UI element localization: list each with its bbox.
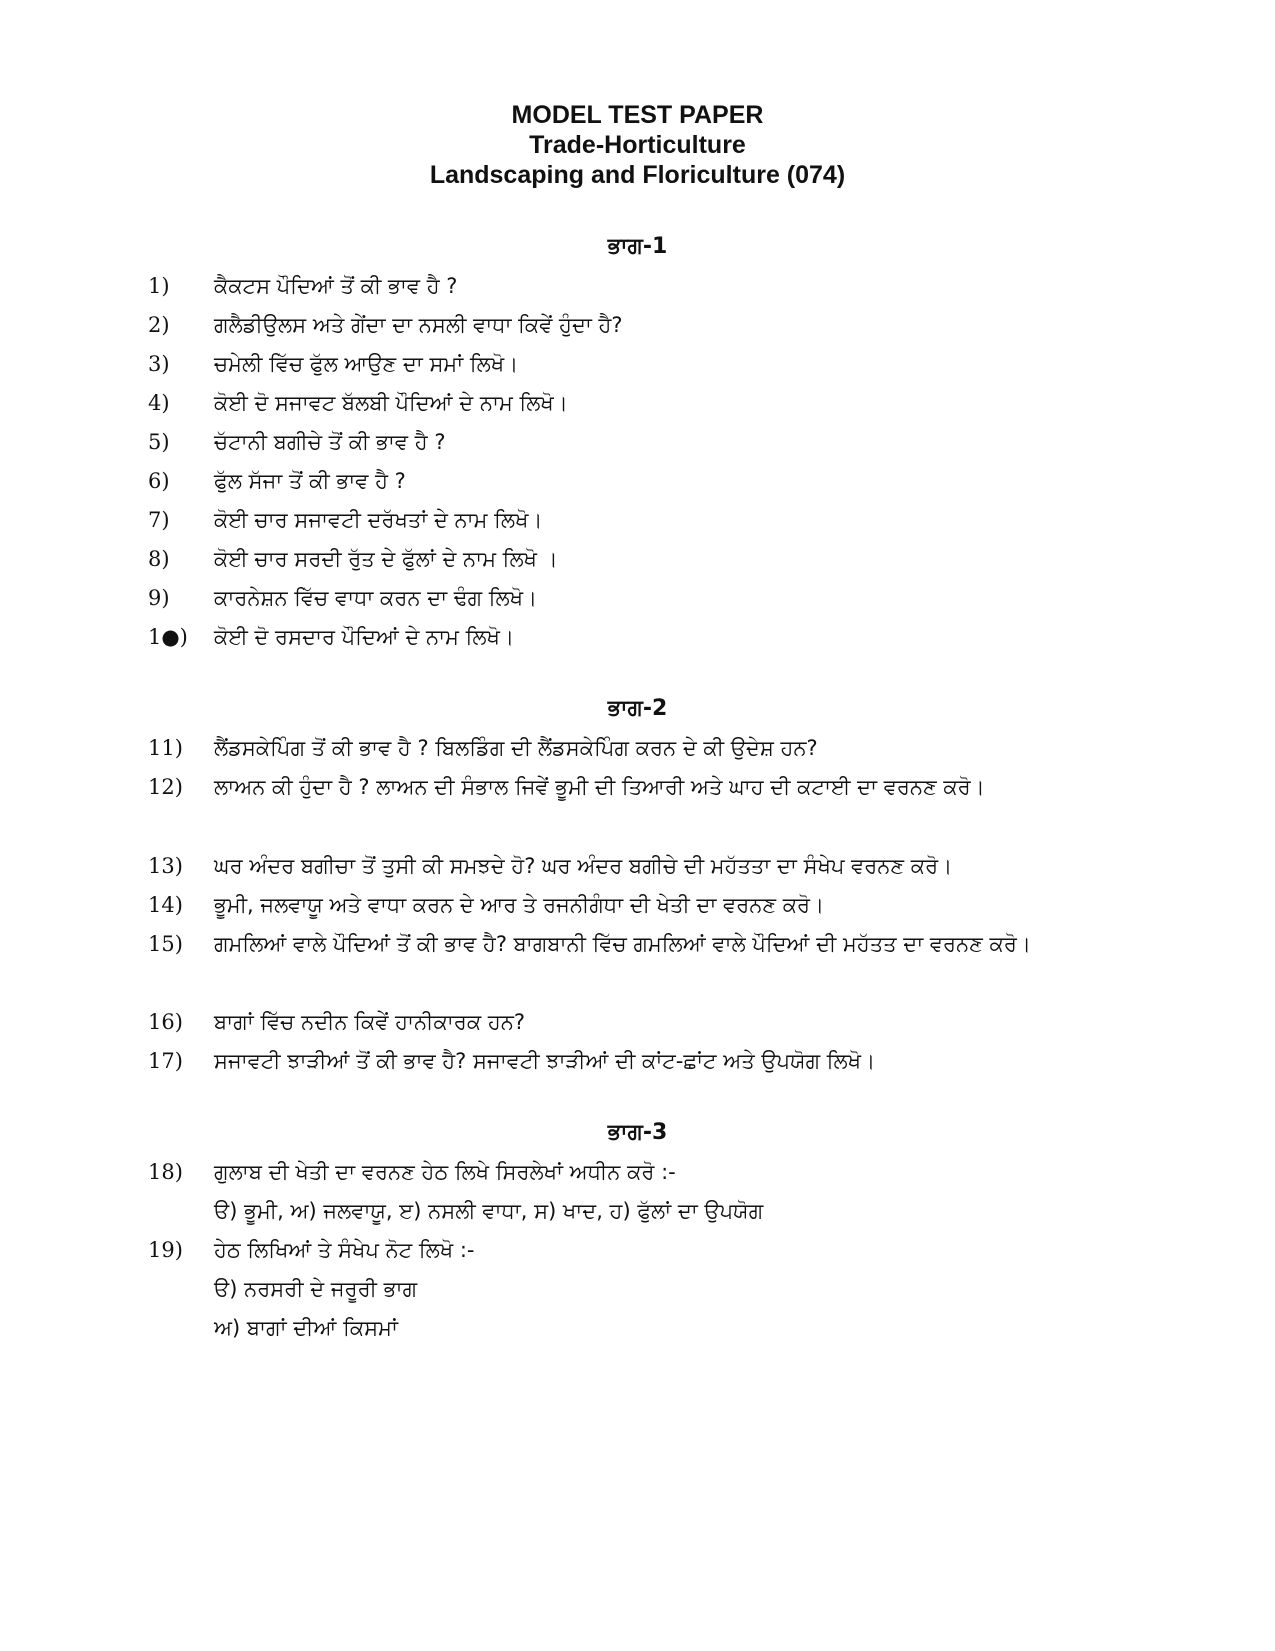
section-3-title: ਭਾਗ-3 — [607, 1120, 668, 1145]
question-number: 14) — [148, 893, 183, 917]
question-number: 15) — [148, 932, 183, 956]
question-text: ਗਮਲਿਆਂ ਵਾਲੇ ਪੌਦਿਆਂ ਤੋਂ ਕੀ ਭਾਵ ਹੈ? ਬਾਗਬਾਨੀ ਵਿੱਚ ਗਮਲਿਆਂ ਵਾਲੇ ਪੌਦਿਆਂ ਦੀ ਮਹੱਤਤ ਦਾ ਵਰਨਣ ਕਰੋ। — [214, 932, 1032, 956]
question-number: 1) — [148, 274, 170, 298]
question-text: ਕੋਈ ਦੋ ਸਜਾਵਟ ਬੱਲਬੀ ਪੌਦਿਆਂ ਦੇ ਨਾਮ ਲਿਖੋ। — [214, 391, 568, 415]
question-text: ਭੂਮੀ, ਜਲਵਾਯੂ ਅਤੇ ਵਾਧਾ ਕਰਨ ਦੇ ਆਰ ਤੇ ਰਜਨੀਗੰਧਾ ਦੀ ਖੇਤੀ ਦਾ ਵਰਨਣ ਕਰੋ। — [214, 893, 825, 917]
question-number: 12) — [148, 775, 183, 799]
question-text: ਗੁਲਾਬ ਦੀ ਖੇਤੀ ਦਾ ਵਰਨਣ ਹੇਠ ਲਿਖੇ ਸਿਰਲੇਖਾਂ ਅਧੀਨ ਕਰੋ :- — [214, 1160, 676, 1184]
question-19-subpart-a: ੳ) ਨਰਸਰੀ ਦੇ ਜਰੂਰੀ ਭਾਗ — [214, 1277, 418, 1301]
section-1-title: ਭਾਗ-1 — [607, 234, 668, 259]
question-19-subpart-b: ਅ) ਬਾਗਾਂ ਦੀਆਂ ਕਿਸਮਾਂ — [214, 1316, 398, 1340]
question-text: ਕੋਈ ਚਾਰ ਸਜਾਵਟੀ ਦਰੱਖਤਾਂ ਦੇ ਨਾਮ ਲਿਖੋ। — [214, 508, 543, 532]
question-number: 4) — [148, 391, 170, 415]
section-2-title: ਭਾਗ-2 — [607, 696, 668, 721]
trade-title: Trade-Horticulture — [529, 131, 746, 159]
question-18-subparts: ੳ) ਭੂਮੀ, ਅ) ਜਲਵਾਯੂ, ੲ) ਨਸਲੀ ਵਾਧਾ, ਸ) ਖਾਦ, ਹ) ਫੁੱਲਾਂ ਦਾ ਉਪਯੋਗ — [214, 1199, 764, 1223]
question-text: ਲਾਅਨ ਕੀ ਹੁੰਦਾ ਹੈ ? ਲਾਅਨ ਦੀ ਸੰਭਾਲ ਜਿਵੇਂ ਭੂਮੀ ਦੀ ਤਿਆਰੀ ਅਤੇ ਘਾਹ ਦੀ ਕਟਾਈ ਦਾ ਵਰਨਣ ਕਰੋ। — [214, 775, 985, 799]
question-number: 8) — [148, 547, 170, 571]
question-text: ਕੋਈ ਦੋ ਰਸਦਾਰ ਪੌਦਿਆਂ ਦੇ ਨਾਮ ਲਿਖੋ। — [214, 625, 515, 649]
question-number: 5) — [148, 430, 170, 454]
question-text: ਹੇਠ ਲਿਖਿਆਂ ਤੇ ਸੰਖੇਪ ਨੋਟ ਲਿਖੋ :- — [214, 1238, 475, 1262]
question-number: 2) — [148, 313, 170, 337]
question-text: ਫੁੱਲ ਸੱਜਾ ਤੋਂ ਕੀ ਭਾਵ ਹੈ ? — [214, 469, 406, 493]
question-number: 6) — [148, 469, 170, 493]
question-text: ਬਾਗਾਂ ਵਿੱਚ ਨਦੀਨ ਕਿਵੇਂ ਹਾਨੀਕਾਰਕ ਹਨ? — [214, 1010, 525, 1034]
document-title: MODEL TEST PAPER — [511, 101, 764, 129]
question-text: ਚੱਟਾਨੀ ਬਗੀਚੇ ਤੋਂ ਕੀ ਭਾਵ ਹੈ ? — [214, 430, 446, 454]
question-number: 13) — [148, 854, 183, 878]
question-text: ਕੈਕਟਸ ਪੌਦਿਆਂ ਤੋਂ ਕੀ ਭਾਵ ਹੈ ? — [214, 274, 458, 298]
question-number: 7) — [148, 508, 170, 532]
question-number: 18) — [148, 1160, 183, 1184]
question-text: ਚਮੇਲੀ ਵਿੱਚ ਫੁੱਲ ਆਉਣ ਦਾ ਸਮਾਂ ਲਿਖੋ। — [214, 352, 519, 376]
question-number: 17) — [148, 1049, 183, 1073]
question-text: ਸਜਾਵਟੀ ਝਾੜੀਆਂ ਤੋਂ ਕੀ ਭਾਵ ਹੈ? ਸਜਾਵਟੀ ਝਾੜੀਆਂ ਦੀ ਕਾਂਟ-ਛਾਂਟ ਅਤੇ ਉਪਯੋਗ ਲਿਖੋ। — [214, 1049, 876, 1073]
question-text: ਕਾਰਨੇਸ਼ਨ ਵਿੱਚ ਵਾਧਾ ਕਰਨ ਦਾ ਢੰਗ ਲਿਖੋ। — [214, 586, 538, 610]
question-number: 1●) — [148, 625, 188, 649]
question-number: 11) — [148, 736, 183, 760]
question-number: 19) — [148, 1238, 183, 1262]
question-text: ਲੈਂਡਸਕੇਪਿੰਗ ਤੋਂ ਕੀ ਭਾਵ ਹੈ ? ਬਿਲਡਿੰਗ ਦੀ ਲੈਂਡਸਕੇਪਿੰਗ ਕਰਨ ਦੇ ਕੀ ਉਦੇਸ਼ ਹਨ? — [214, 736, 818, 760]
question-number: 16) — [148, 1010, 183, 1034]
question-number: 3) — [148, 352, 170, 376]
subject-title: Landscaping and Floriculture (074) — [429, 161, 846, 189]
question-number: 9) — [148, 586, 170, 610]
question-text: ਗਲੈਡੀਉਲਸ ਅਤੇ ਗੇਂਦਾ ਦਾ ਨਸਲੀ ਵਾਧਾ ਕਿਵੇਂ ਹੁੰਦਾ ਹੈ? — [214, 313, 623, 337]
question-text: ਕੋਈ ਚਾਰ ਸਰਦੀ ਰੁੱਤ ਦੇ ਫੁੱਲਾਂ ਦੇ ਨਾਮ ਲਿਖੋ । — [214, 547, 558, 571]
question-text: ਘਰ ਅੰਦਰ ਬਗੀਚਾ ਤੋਂ ਤੁਸੀ ਕੀ ਸਮਝਦੇ ਹੋ? ਘਰ ਅੰਦਰ ਬਗੀਚੇ ਦੀ ਮਹੱਤਤਾ ਦਾ ਸੰਖੇਪ ਵਰਨਣ ਕਰੋ। — [214, 854, 953, 878]
